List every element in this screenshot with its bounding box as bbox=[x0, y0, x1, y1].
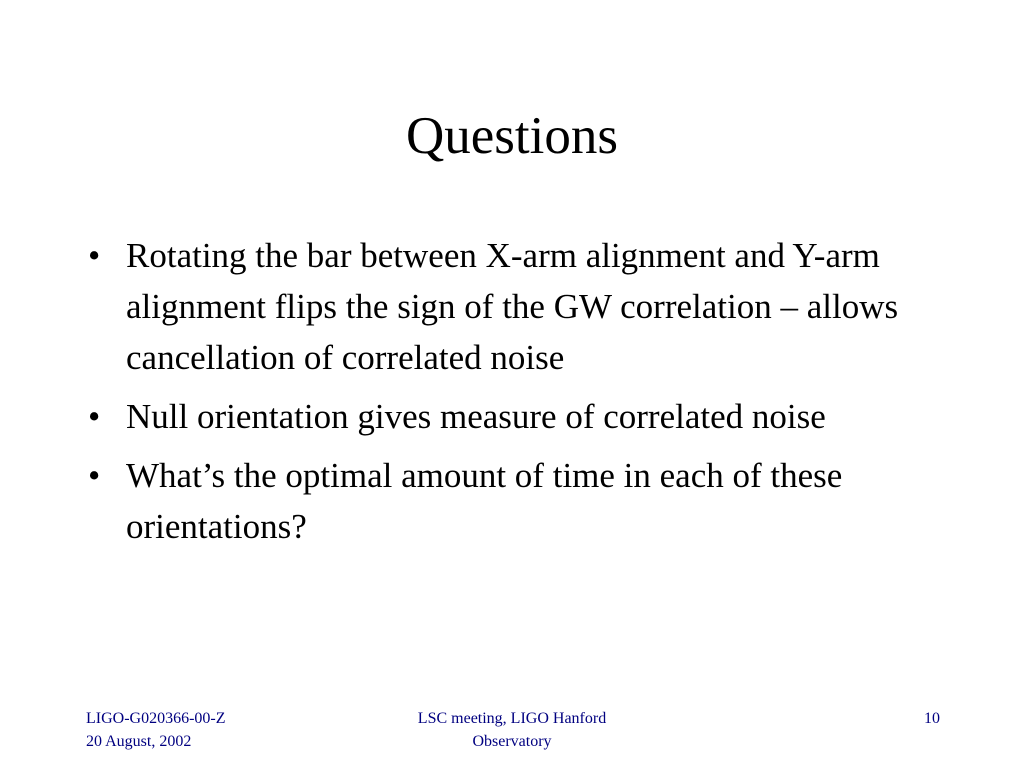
bullet-icon: • bbox=[88, 236, 101, 275]
bullet-item bbox=[86, 450, 956, 552]
slide-title: Questions bbox=[406, 107, 618, 165]
bullet-text: What’s the optimal amount of time in each of these orientations? bbox=[126, 456, 843, 546]
document-number: LIGO-G020366-00-Z bbox=[86, 710, 226, 727]
document-date: 20 August, 2002 bbox=[86, 733, 192, 750]
footer-document-id bbox=[86, 707, 226, 753]
meeting-location: Observatory bbox=[472, 733, 552, 750]
bullet-item bbox=[86, 230, 956, 383]
bullet-item bbox=[86, 391, 956, 442]
bullet-text: Null orientation gives measure of correlated noise bbox=[126, 397, 826, 436]
bullet-list bbox=[86, 230, 956, 560]
footer-meeting bbox=[362, 707, 662, 753]
page-number: 10 bbox=[924, 710, 940, 727]
meeting-name: LSC meeting, LIGO Hanford bbox=[417, 710, 607, 727]
bullet-icon: • bbox=[88, 397, 101, 436]
bullet-text: Rotating the bar between X-arm alignment and Y-arm alignment flips the sign of the GW correlation – allows cancellation of correlated noise bbox=[126, 236, 899, 377]
bullet-icon: • bbox=[88, 456, 101, 495]
